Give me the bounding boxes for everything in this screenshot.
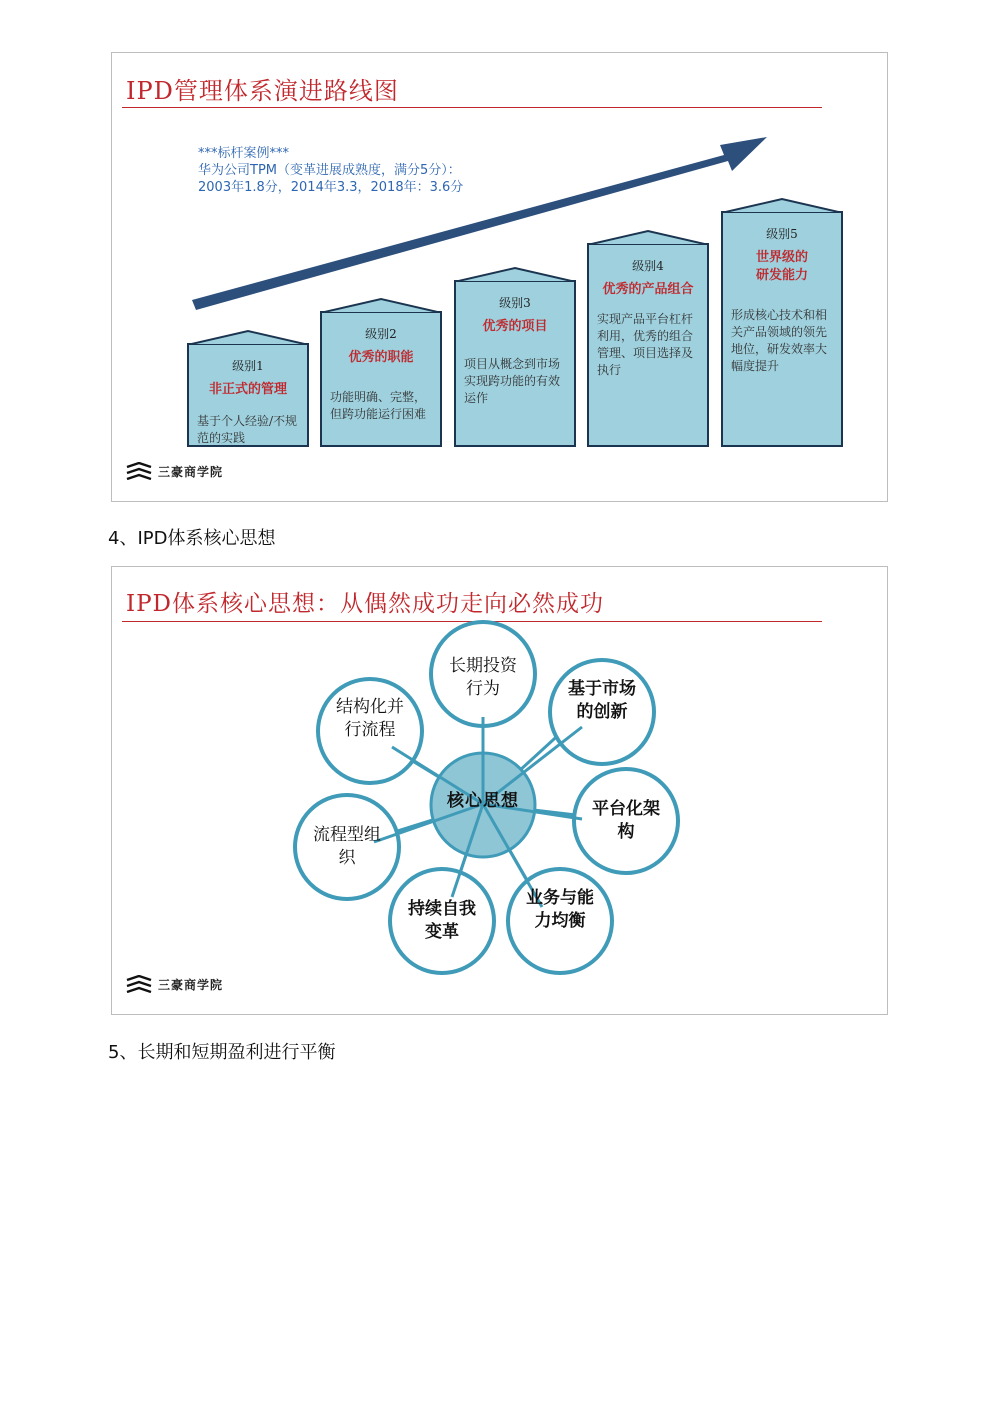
column-cap	[721, 197, 843, 213]
brand-logo	[126, 975, 223, 993]
slide-title: IPD管理体系演进路线图	[126, 77, 399, 105]
level-description: 实现产品平台杠杆利用，优秀的组合管理、项目选择及执行	[597, 312, 694, 377]
level-column-4	[587, 243, 709, 447]
level-name: 优秀的项目	[482, 319, 548, 334]
level-name: 世界级的研发能力	[755, 250, 808, 283]
center-label: 核心思想	[447, 791, 519, 811]
level-label: 级别1	[232, 359, 264, 373]
brand-logo	[126, 462, 223, 480]
bubble-label: 长期投资行为	[449, 656, 517, 699]
section-heading-5: 5、长期和短期盈利进行平衡	[108, 1042, 336, 1063]
logo-waves-icon	[126, 462, 152, 480]
core-idea-slide	[111, 566, 888, 1015]
bubble-label: 结构化并行流程	[336, 697, 404, 740]
level-name: 优秀的职能	[348, 350, 414, 365]
column-cap	[187, 329, 309, 345]
roadmap-slide	[111, 52, 888, 502]
slide-title: IPD体系核心思想：从偶然成功走向必然成功	[126, 591, 605, 617]
level-description: 基于个人经验/不规范的实践	[197, 414, 298, 445]
logo-text: 三豪商学院	[158, 464, 224, 479]
level-label: 级别5	[766, 227, 798, 241]
level-description: 项目从概念到市场实现跨功能的有效运作	[464, 357, 561, 405]
level-description: 功能明确、完整，但跨功能运行困难	[330, 390, 427, 421]
logo-waves-icon	[126, 975, 152, 993]
level-label: 级别2	[365, 327, 397, 341]
level-description: 形成核心技术和相关产品领域的领先地位，研发效率大幅度提升	[731, 308, 828, 373]
level-column-1	[187, 343, 309, 447]
level-label: 级别4	[632, 259, 664, 273]
column-cap	[454, 266, 576, 282]
bubble-label: 平台化架构	[592, 799, 660, 842]
level-column-3	[454, 280, 576, 447]
level-column-5	[721, 211, 843, 447]
benchmark-subtitle: 华为公司TPM（变革进展成熟度，满分5分）：	[198, 163, 461, 178]
section-heading-4: 4、IPD体系核心思想	[108, 528, 276, 549]
column-cap	[587, 229, 709, 245]
level-name: 优秀的产品组合	[602, 282, 694, 297]
level-name: 非正式的管理	[208, 382, 287, 397]
bubble-label: 流程型组织	[313, 825, 381, 868]
bubble-label: 持续自我变革	[408, 899, 476, 942]
logo-text: 三豪商学院	[158, 977, 224, 992]
bubble-label: 业务与能力均衡	[526, 888, 594, 931]
benchmark-title: ***标杆案例***	[198, 146, 290, 161]
bubble-label: 基于市场的创新	[568, 679, 636, 722]
benchmark-scores: 2003年1.8分，2014年3.3，2018年：3.6分	[198, 180, 464, 195]
level-label: 级别3	[499, 296, 531, 310]
column-cap	[320, 297, 442, 313]
level-column-2	[320, 311, 442, 447]
benchmark-note	[198, 145, 463, 196]
